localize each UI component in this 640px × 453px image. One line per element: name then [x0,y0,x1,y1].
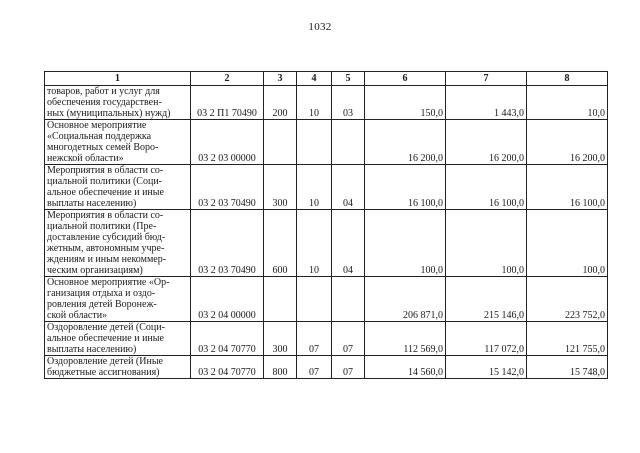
row-name-cell [45,120,191,165]
row-name-line: выплаты населению) [47,344,137,355]
amount-cell-col6: 112 569,0 [365,322,446,356]
program-code-cell: 03 2 03 70490 [191,210,264,277]
column-header: 5 [332,72,365,86]
row-name-line: товаров, работ и услуг для [47,86,160,97]
amount-cell-col8: 121 755,0 [527,322,608,356]
row-name-line: ровления детей Воронеж- [47,299,157,310]
column-header: 3 [264,72,297,86]
expense-type-cell [264,277,297,322]
amount-cell-col6: 100,0 [365,210,446,277]
section-cell: 10 [297,165,332,210]
table-row [45,277,608,322]
program-code-cell: 03 2 04 00000 [191,277,264,322]
amount-cell-col8: 223 752,0 [527,277,608,322]
section-cell [297,277,332,322]
column-header: 7 [446,72,527,86]
amount-cell-col7: 215 146,0 [446,277,527,322]
table-row [45,356,608,379]
row-name-line: многодетных семей Воро- [47,142,159,153]
row-name-cell [45,322,191,356]
amount-cell-col8: 10,0 [527,86,608,120]
row-name-line: ческим организациям) [47,265,143,276]
row-name-line: ганизация отдыха и оздо- [47,288,156,299]
amount-cell-col7: 16 100,0 [446,165,527,210]
row-name-line: бюджетные ассигнования) [47,367,160,378]
row-name-line: Основное мероприятие [47,120,147,131]
subsection-cell: 07 [332,322,365,356]
amount-cell-col7: 117 072,0 [446,322,527,356]
expense-type-cell: 600 [264,210,297,277]
row-name-cell [45,277,191,322]
row-name-line: циальной политики (Пре- [47,221,157,232]
subsection-cell: 03 [332,86,365,120]
column-header: 1 [45,72,191,86]
amount-cell-col6: 206 871,0 [365,277,446,322]
expense-type-cell [264,120,297,165]
row-name-line: Мероприятия в области со- [47,210,164,221]
amount-cell-col6: 16 200,0 [365,120,446,165]
row-name-line: ской области» [47,310,108,321]
table-row [45,165,608,210]
subsection-cell: 07 [332,356,365,379]
row-name-line: жетным, автономным учре- [47,243,165,254]
subsection-cell [332,120,365,165]
row-name-line: нежской области» [47,153,124,164]
expense-type-cell: 300 [264,165,297,210]
amount-cell-col8: 15 748,0 [527,356,608,379]
section-cell: 10 [297,86,332,120]
section-cell: 07 [297,356,332,379]
page-number: 1032 [308,21,332,33]
program-code-cell: 03 2 03 70490 [191,165,264,210]
amount-cell-col7: 16 200,0 [446,120,527,165]
column-header: 6 [365,72,446,86]
subsection-cell [332,277,365,322]
program-code-cell: 03 2 04 70770 [191,322,264,356]
expense-type-cell: 300 [264,322,297,356]
table-row [45,322,608,356]
table-row [45,210,608,277]
program-code-cell: 03 2 П1 70490 [191,86,264,120]
row-name-cell [45,86,191,120]
budget-table [44,71,608,379]
row-name-line: ных (муниципальных) нужд) [47,108,171,119]
row-name-line: обеспечения государствен- [47,97,162,108]
column-header: 4 [297,72,332,86]
row-name-line: альное обеспечение и иные [47,187,164,198]
row-name-cell [45,210,191,277]
row-name-line: «Социальная поддержка [47,131,152,142]
row-name-cell [45,356,191,379]
row-name-line: доставление субсидий бюд- [47,232,166,243]
table-row [45,86,608,120]
amount-cell-col6: 16 100,0 [365,165,446,210]
subsection-cell: 04 [332,210,365,277]
row-name-line: альное обеспечение и иные [47,333,164,344]
row-name-line: Оздоровление детей (Соци- [47,322,165,333]
row-name-cell [45,165,191,210]
amount-cell-col6: 150,0 [365,86,446,120]
amount-cell-col8: 16 100,0 [527,165,608,210]
expense-type-cell: 200 [264,86,297,120]
program-code-cell: 03 2 03 00000 [191,120,264,165]
table-row [45,120,608,165]
header-row [45,72,608,86]
amount-cell-col7: 100,0 [446,210,527,277]
amount-cell-col8: 16 200,0 [527,120,608,165]
subsection-cell: 04 [332,165,365,210]
column-header: 2 [191,72,264,86]
row-name-line: циальной политики (Соци- [47,176,163,187]
row-name-line: выплаты населению) [47,198,137,209]
expense-type-cell: 800 [264,356,297,379]
table-body [45,86,608,379]
section-cell: 07 [297,322,332,356]
amount-cell-col8: 100,0 [527,210,608,277]
row-name-line: Оздоровление детей (Иные [47,356,163,367]
row-name-line: Основное мероприятие «Ор- [47,277,170,288]
row-name-line: Мероприятия в области со- [47,165,164,176]
amount-cell-col6: 14 560,0 [365,356,446,379]
program-code-cell: 03 2 04 70770 [191,356,264,379]
amount-cell-col7: 1 443,0 [446,86,527,120]
section-cell: 10 [297,210,332,277]
amount-cell-col7: 15 142,0 [446,356,527,379]
section-cell [297,120,332,165]
column-header: 8 [527,72,608,86]
row-name-line: ждениям и иным некоммер- [47,254,167,265]
